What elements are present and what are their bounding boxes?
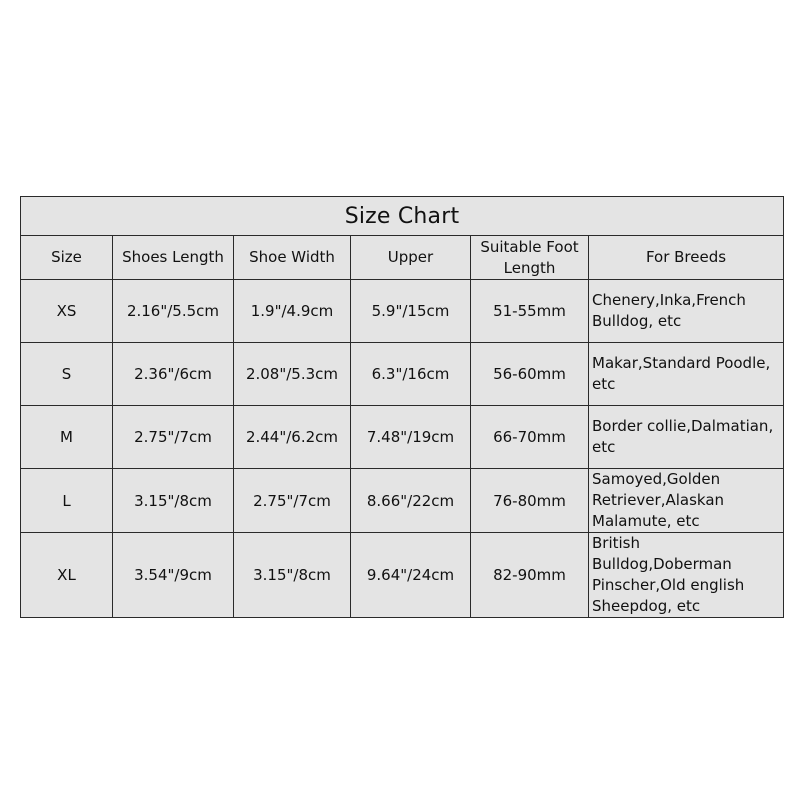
- header-upper: Upper: [351, 236, 471, 280]
- chart-title: Size Chart: [21, 197, 784, 236]
- cell-size: L: [21, 469, 113, 533]
- cell-size: XL: [21, 533, 113, 618]
- cell-size: M: [21, 406, 113, 469]
- cell-foot-length: 56-60mm: [471, 343, 589, 406]
- cell-upper: 9.64"/24cm: [351, 533, 471, 618]
- cell-shoes-length: 2.36"/6cm: [113, 343, 234, 406]
- cell-size: XS: [21, 280, 113, 343]
- header-shoe-width: Shoe Width: [234, 236, 351, 280]
- cell-breeds: Chenery,Inka,French Bulldog, etc: [589, 280, 784, 343]
- title-row: [21, 197, 784, 236]
- table-row: [21, 469, 784, 533]
- cell-shoes-length: 3.15"/8cm: [113, 469, 234, 533]
- table-row: [21, 343, 784, 406]
- cell-size: S: [21, 343, 113, 406]
- cell-breeds: Makar,Standard Poodle, etc: [589, 343, 784, 406]
- cell-foot-length: 51-55mm: [471, 280, 589, 343]
- cell-shoes-length: 3.54"/9cm: [113, 533, 234, 618]
- cell-shoe-width: 2.08"/5.3cm: [234, 343, 351, 406]
- table-row: [21, 533, 784, 618]
- cell-shoe-width: 1.9"/4.9cm: [234, 280, 351, 343]
- cell-upper: 5.9"/15cm: [351, 280, 471, 343]
- header-for-breeds: For Breeds: [589, 236, 784, 280]
- header-row: [21, 236, 784, 280]
- cell-upper: 6.3"/16cm: [351, 343, 471, 406]
- header-shoes-length: Shoes Length: [113, 236, 234, 280]
- cell-breeds: British Bulldog,Doberman Pinscher,Old english Sheepdog, etc: [589, 533, 784, 618]
- cell-shoe-width: 3.15"/8cm: [234, 533, 351, 618]
- cell-foot-length: 82-90mm: [471, 533, 589, 618]
- cell-foot-length: 76-80mm: [471, 469, 589, 533]
- cell-foot-length: 66-70mm: [471, 406, 589, 469]
- cell-upper: 8.66"/22cm: [351, 469, 471, 533]
- cell-breeds: Border collie,Dalmatian, etc: [589, 406, 784, 469]
- cell-shoes-length: 2.75"/7cm: [113, 406, 234, 469]
- size-chart-table: [20, 196, 784, 618]
- cell-shoe-width: 2.75"/7cm: [234, 469, 351, 533]
- header-size: Size: [21, 236, 113, 280]
- cell-shoe-width: 2.44"/6.2cm: [234, 406, 351, 469]
- cell-breeds: Samoyed,Golden Retriever,Alaskan Malamute, etc: [589, 469, 784, 533]
- cell-upper: 7.48"/19cm: [351, 406, 471, 469]
- table-row: [21, 406, 784, 469]
- cell-shoes-length: 2.16"/5.5cm: [113, 280, 234, 343]
- header-suitable-foot-length: Suitable Foot Length: [471, 236, 589, 280]
- table-row: [21, 280, 784, 343]
